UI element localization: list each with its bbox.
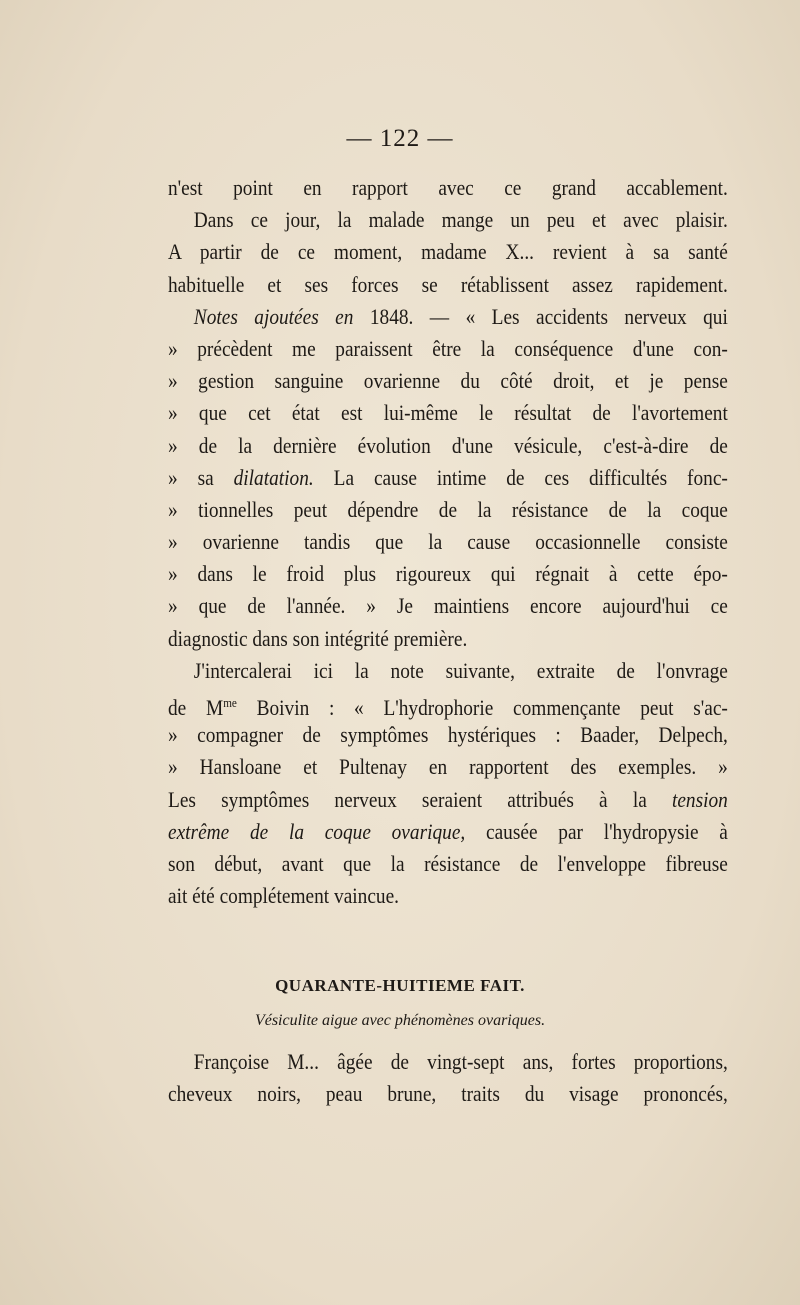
text-fragment: Les symptômes nerveux seraient attribués à la	[168, 786, 672, 812]
text-fragment: Boivin : « L'hydrophorie commençante peut s'ac-	[236, 695, 728, 720]
text-fragment: » sa	[168, 464, 234, 490]
text-fragment: La cause intime de ces difficultés fonc-	[313, 464, 728, 490]
case-text	[168, 1046, 728, 1110]
section-heading: QUARANTE-HUITIEME FAIT.	[275, 976, 525, 995]
notes-year: 1848. — « Les accidents nerveux qui	[353, 303, 728, 329]
text-line: » de la dernière évolution d'une vésicule, c'est-à-dire de	[168, 432, 728, 458]
tension-line	[168, 784, 728, 816]
text-fragment: causée par l'hydropysie à	[465, 818, 728, 844]
coque-phrase: extrême de la coque ovarique,	[168, 818, 466, 844]
boivin-line	[168, 687, 728, 719]
text-line: cheveux noirs, peau brune, traits du visage prononcés,	[168, 1081, 728, 1107]
text-line: son début, avant que la résistance de l'enveloppe fibreuse	[168, 850, 728, 876]
main-text	[168, 172, 728, 912]
text-line: A partir de ce moment, madame X... revient à sa santé	[168, 239, 728, 265]
notes-title-line	[168, 301, 728, 333]
text-line: Dans ce jour, la malade mange un peu et avec plaisir.	[193, 207, 728, 233]
dilatation-word: dilatation.	[233, 464, 314, 490]
text-line: ait été complétement vaincue.	[168, 883, 400, 909]
coque-line	[168, 816, 728, 848]
section-subheading: Vésiculite aigue avec phénomènes ovariques.	[254, 1012, 546, 1029]
text-line: » que de l'année. » Je maintiens encore aujourd'hui ce	[168, 593, 728, 619]
tension-word: tension	[671, 786, 728, 812]
text-line: » ovarienne tandis que la cause occasionnelle consiste	[168, 529, 728, 555]
text-line: » gestion sanguine ovarienne du côté droit, et je pense	[168, 368, 728, 394]
text-line: » compagner de symptômes hystériques : Baader, Delpech,	[168, 722, 728, 748]
page-number: — 122 —	[346, 125, 454, 152]
text-fragment: de M	[168, 695, 224, 720]
text-line: » tionnelles peut dépendre de la résistance de la coque	[168, 496, 728, 522]
text-line: n'est point en rapport avec ce grand accablement.	[168, 175, 728, 200]
notes-title: Notes ajoutées en	[193, 303, 354, 329]
text-line: Françoise M... âgée de vingt-sept ans, fortes proportions,	[193, 1049, 728, 1074]
text-line: » dans le froid plus rigoureux qui régnait à cette épo-	[168, 561, 728, 587]
text-line: habituelle et ses forces se rétablissent assez rapidement.	[168, 271, 728, 297]
superscript: me	[223, 695, 237, 710]
text-line: diagnostic dans son intégrité première.	[168, 625, 468, 651]
text-line: » que cet état est lui-même le résultat de l'avortement	[168, 400, 728, 426]
text-line: » Hansloane et Pultenay en rapportent des exemples. »	[168, 754, 728, 780]
dilatation-line	[168, 462, 728, 494]
text-line: J'intercalerai ici la note suivante, extraite de l'onvrage	[193, 657, 728, 683]
text-line: » précèdent me paraissent être la conséquence d'une con-	[168, 335, 728, 361]
